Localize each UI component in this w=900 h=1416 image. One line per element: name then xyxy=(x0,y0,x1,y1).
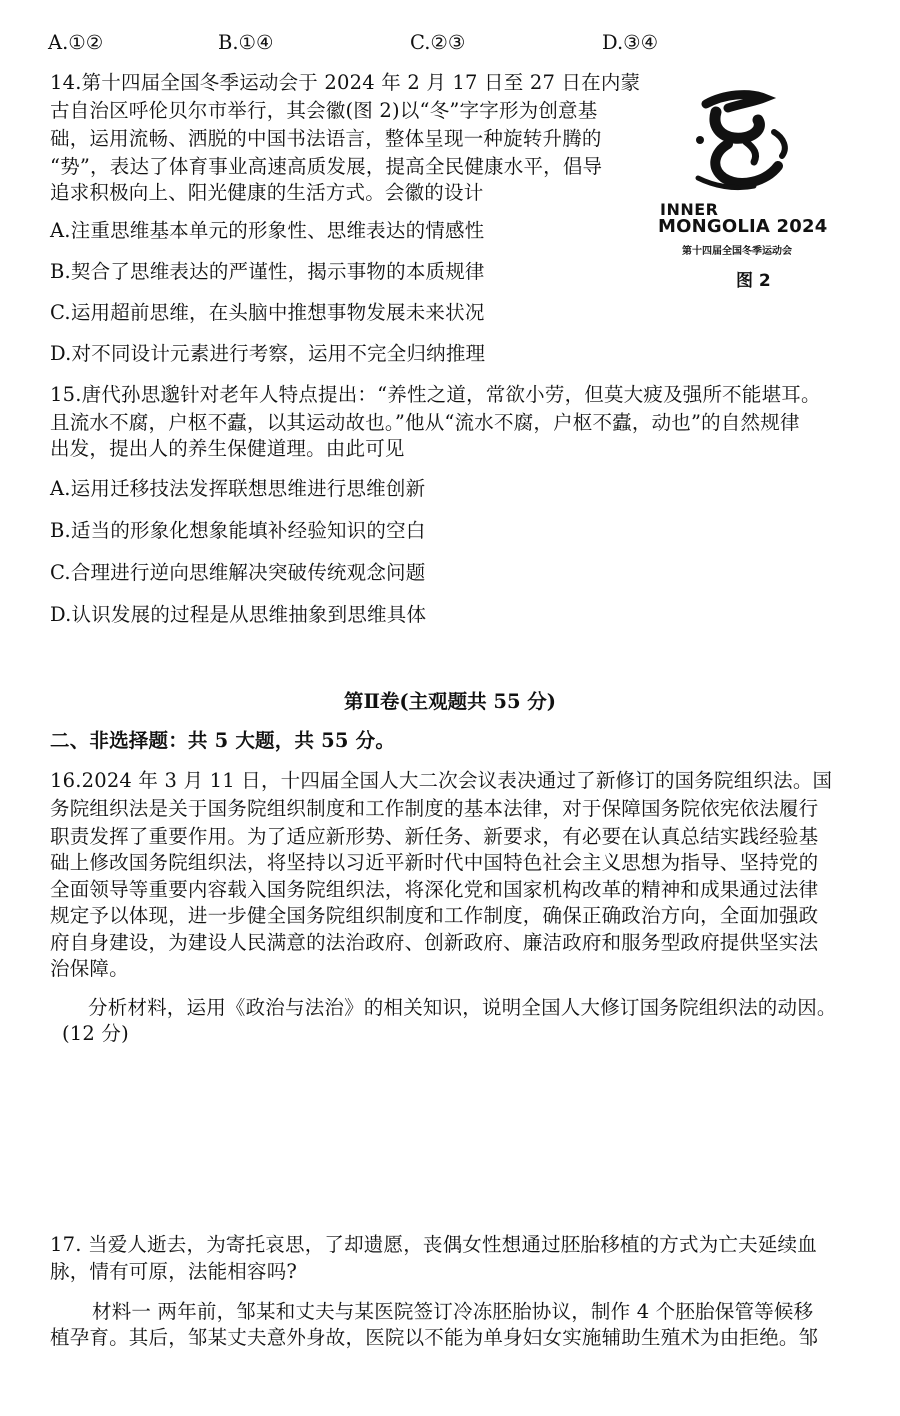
calligraphy-emblem-icon xyxy=(654,82,834,202)
q16-line: 府自身建设，为建设人民满意的法治政府、创新政府、廉洁政府和服务型政府提供坚实法 xyxy=(50,931,819,954)
q17-line: 脉，情有可原，法能相容吗? xyxy=(50,1260,298,1283)
q15-option-d: D.认识发展的过程是从思维抽象到思维具体 xyxy=(50,603,427,626)
q17-line: 17. 当爱人逝去，为寄托哀思，了却遗愿，丧偶女性想通过胚胎移植的方式为亡夫延续血 xyxy=(50,1233,817,1256)
q16-line: 治保障。 xyxy=(50,957,129,980)
q15-line: 15.唐代孙思邈针对老年人特点提出：“养性之道，常欲小劳，但莫大疲及强所不能堪耳。 xyxy=(50,383,821,406)
q16-line: 础上修改国务院组织法，将坚持以习近平新时代中国特色社会主义思想为指导、坚持党的 xyxy=(50,851,819,874)
q16-line: 16.2024 年 3 月 11 日，十四届全国人大二次会议表决通过了新修订的国务院组织法。国 xyxy=(50,769,833,792)
q17-material-line: 植孕育。其后，邹某丈夫意外身故，医院以不能为单身妇女实施辅助生殖术为由拒绝。邹 xyxy=(50,1326,819,1349)
q17-material-line: 材料一 两年前，邹某和丈夫与某医院签订冷冻胚胎协议，制作 4 个胚胎保管等候移 xyxy=(92,1300,814,1323)
q16-line: 规定予以体现，进一步健全国务院组织制度和工作制度，确保正确政治方向，全面加强政 xyxy=(50,904,819,927)
section-title: 第Ⅱ卷(主观题共 55 分) xyxy=(343,690,557,713)
q14-line: 14.第十四届全国冬季运动会于 2024 年 2 月 17 日至 27 日在内蒙 xyxy=(50,71,641,94)
q15-option-a: A.运用迁移技法发挥联想思维进行思维创新 xyxy=(50,477,426,500)
q14-line: 追求积极向上、阳光健康的生活方式。会徽的设计 xyxy=(50,181,484,204)
option-c: C.②③ xyxy=(410,31,466,54)
q15-line: 且流水不腐，户枢不蠹，以其运动故也。”他从“流水不腐，户枢不蠹，动也”的自然规律 xyxy=(50,411,800,434)
q15-option-c: C.合理进行逆向思维解决突破传统观念问题 xyxy=(50,561,426,584)
figure-caption: 图 2 xyxy=(736,271,771,291)
q16-line: 务院组织法是关于国务院组织制度和工作制度的基本法律，对于保障国务院依宪依法履行 xyxy=(50,797,819,820)
emblem-subtitle: 第十四届全国冬季运动会 xyxy=(682,246,792,257)
q14-option-d: D.对不同设计元素进行考察，运用不完全归纳推理 xyxy=(50,342,486,365)
q16-score: (12 分) xyxy=(62,1022,129,1045)
q14-option-c: C.运用超前思维，在头脑中推想事物发展未来状况 xyxy=(50,301,485,324)
section-heading: 二、非选择题：共 5 大题，共 55 分。 xyxy=(50,729,396,752)
q14-option-b: B.契合了思维表达的严谨性，揭示事物的本质规律 xyxy=(50,260,485,283)
q15-option-b: B.适当的形象化想象能填补经验知识的空白 xyxy=(50,519,426,542)
q14-line: 础，运用流畅、洒脱的中国书法语言，整体呈现一种旋转升腾的 xyxy=(50,127,602,150)
q16-question: 分析材料，运用《政治与法治》的相关知识，说明全国人大修订国务院组织法的动因。 xyxy=(88,996,837,1019)
q16-line: 职责发挥了重要作用。为了适应新形势、新任务、新要求，有必要在认真总结实践经验基 xyxy=(50,825,819,848)
q14-line: 古自治区呼伦贝尔市举行，其会徽(图 2)以“冬”字字形为创意基 xyxy=(50,99,598,122)
option-b: B.①④ xyxy=(218,31,274,54)
option-a: A.①② xyxy=(48,31,104,54)
emblem-text-mongolia: MONGOLIA 2024 xyxy=(658,216,828,237)
q16-line: 全面领导等重要内容载入国务院组织法，将深化党和国家机构改革的精神和成果通过法律 xyxy=(50,878,819,901)
option-d: D.③④ xyxy=(602,31,659,54)
q14-option-a: A.注重思维基本单元的形象性、思维表达的情感性 xyxy=(50,219,485,242)
emblem-text-inner: INNER xyxy=(660,200,719,219)
q14-line: “势”，表达了体育事业高速高质发展，提高全民健康水平，倡导 xyxy=(50,155,603,178)
games-emblem-figure xyxy=(654,82,834,292)
q15-line: 出发，提出人的养生保健道理。由此可见 xyxy=(50,437,405,460)
